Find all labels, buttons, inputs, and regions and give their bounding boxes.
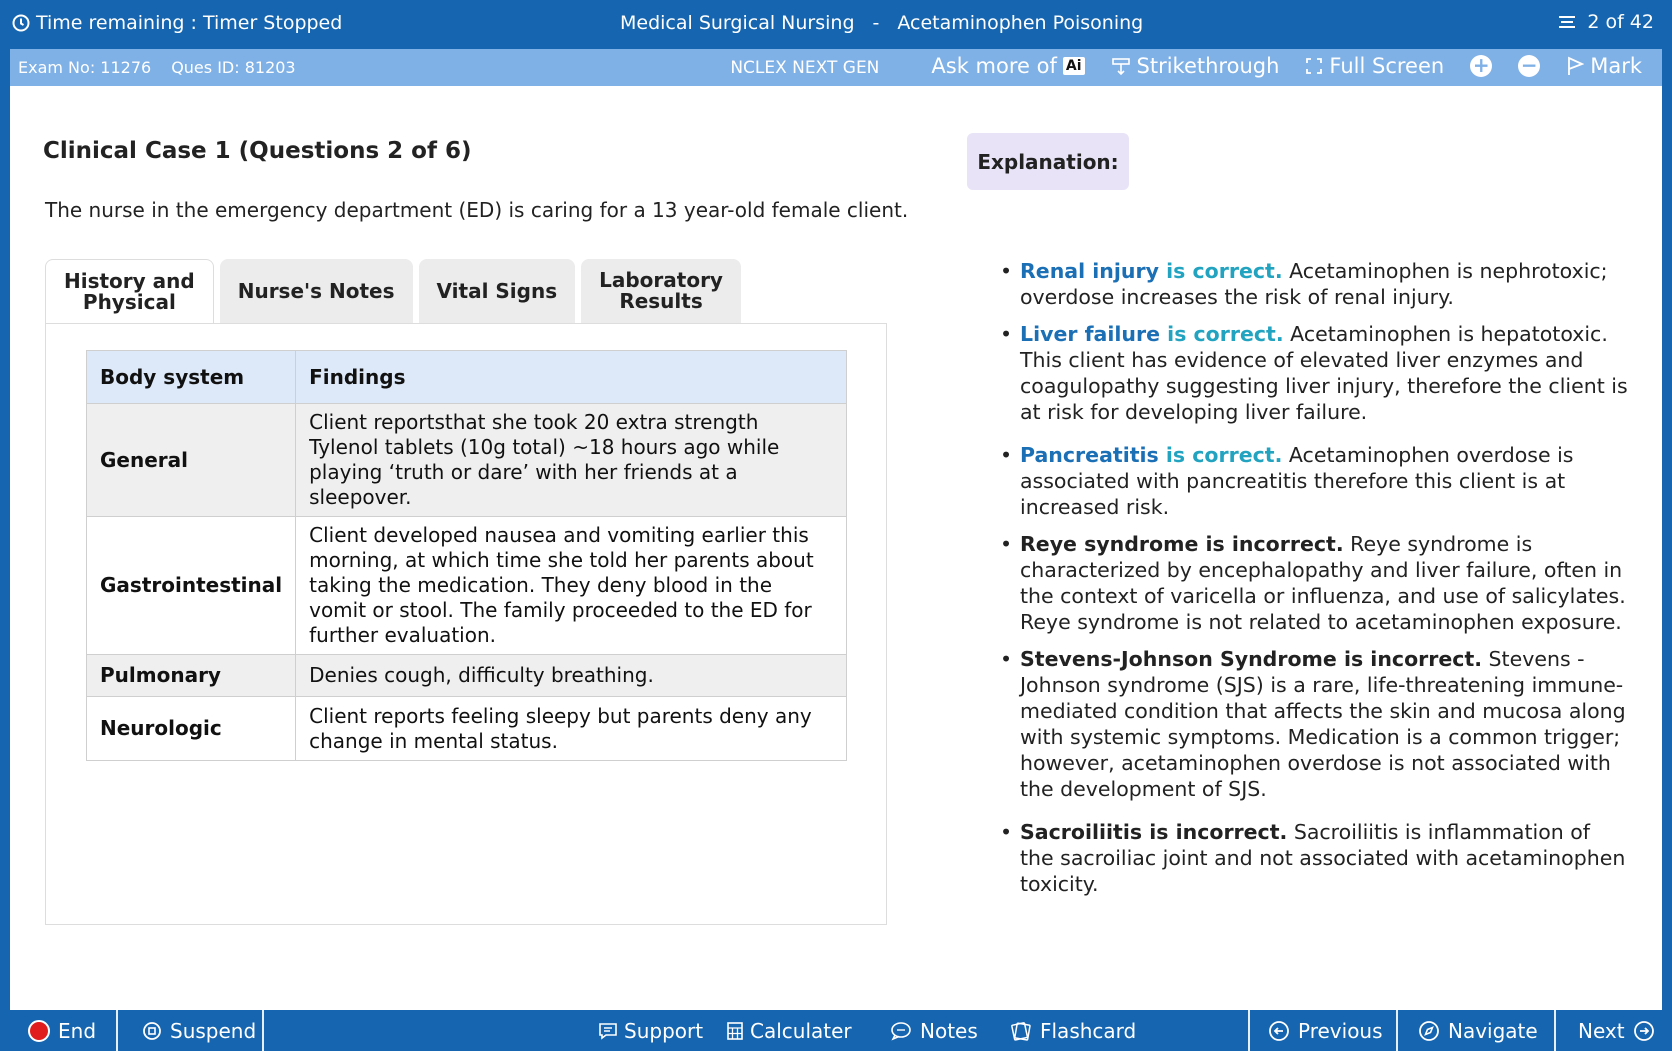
end-button[interactable] bbox=[10, 1010, 114, 1051]
body-system-cell: Pulmonary bbox=[87, 655, 296, 697]
option-term: Stevens-Johnson Syndrome is incorrect. bbox=[1020, 647, 1483, 671]
question-counter bbox=[1557, 11, 1654, 33]
flashcard-label: Flashcard bbox=[1040, 1018, 1137, 1043]
case-title: Clinical Case 1 (Questions 2 of 6) bbox=[43, 138, 472, 164]
tab-label: Nurse's Notes bbox=[237, 278, 395, 303]
body-system-cell: General bbox=[87, 404, 296, 517]
list-item bbox=[990, 531, 1630, 635]
mark-button[interactable] bbox=[1566, 54, 1642, 78]
option-verdict: is correct. bbox=[1158, 443, 1283, 467]
tab-laboratory-results[interactable] bbox=[581, 259, 741, 323]
stop-icon bbox=[28, 1020, 50, 1042]
strikethrough-icon bbox=[1111, 56, 1131, 76]
tab-label-line1: History and bbox=[64, 269, 195, 293]
navigate-button[interactable] bbox=[1400, 1010, 1556, 1051]
sub-bar bbox=[10, 49, 1662, 86]
table-row bbox=[87, 517, 847, 655]
flashcard-button[interactable] bbox=[990, 1010, 1154, 1051]
main-content bbox=[10, 86, 1662, 1010]
list-icon bbox=[1557, 14, 1577, 30]
body-system-cell: Gastrointestinal bbox=[87, 517, 296, 655]
top-bar bbox=[0, 0, 1672, 49]
previous-label: Previous bbox=[1298, 1018, 1383, 1043]
exam-title bbox=[620, 12, 1143, 34]
option-rationale: Sacroiliitis is inflammation of the sacroiliac joint and not associated with acetaminophen toxicity. bbox=[1020, 820, 1626, 896]
list-item bbox=[990, 258, 1630, 310]
list-item bbox=[990, 819, 1630, 897]
option-verdict: is correct. bbox=[1160, 322, 1284, 346]
explanation-badge: Explanation: bbox=[967, 133, 1129, 190]
mark-label: Mark bbox=[1590, 54, 1642, 78]
finding-cell: Denies cough, difficulty breathing. bbox=[296, 655, 847, 697]
option-rationale: Acetaminophen overdose is associated with pancreatitis therefore this client is at increased risk. bbox=[1020, 443, 1574, 519]
fullscreen-icon bbox=[1305, 57, 1323, 75]
column-header: Body system bbox=[87, 351, 296, 404]
arrow-left-circle-icon bbox=[1268, 1020, 1290, 1042]
column-header: Findings bbox=[296, 351, 847, 404]
option-rationale: Acetaminophen is hepatotoxic. This client has evidence of elevated liver enzymes and coagulopathy suggesting liver injury, therefore the client is at risk for developing liver failure. bbox=[1020, 322, 1628, 424]
notes-label: Notes bbox=[920, 1018, 978, 1043]
explanation-list bbox=[990, 258, 1630, 908]
ask-more-label: Ask more of bbox=[931, 54, 1057, 78]
fullscreen-label: Full Screen bbox=[1329, 54, 1445, 78]
finding-cell: Client reportsthat she took 20 extra strength Tylenol tablets (10g total) ~18 hours ago while playing ‘truth or dare’ with her friends at a sleepover. bbox=[296, 404, 847, 517]
timer-text: Time remaining : Timer Stopped bbox=[36, 12, 343, 34]
notes-button[interactable] bbox=[872, 1010, 996, 1051]
subject-label: Medical Surgical Nursing bbox=[620, 12, 855, 34]
tab-label-line1: Laboratory bbox=[599, 268, 723, 292]
table-row bbox=[87, 404, 847, 517]
flashcard-icon bbox=[1008, 1021, 1032, 1041]
body-system-cell: Neurologic bbox=[87, 697, 296, 761]
option-term: Reye syndrome is incorrect. bbox=[1020, 532, 1344, 556]
ask-ai-button[interactable] bbox=[931, 54, 1084, 78]
option-term: Pancreatitis bbox=[1020, 443, 1159, 467]
list-item bbox=[990, 442, 1630, 520]
option-rationale: Stevens - Johnson syndrome (SJS) is a rare, life-threatening immune-mediated condition that affects the skin and mucosa along with systemic symptoms. Medication is a common trigger; however, acetaminophen overdose is not associated with the development of SJS. bbox=[1020, 647, 1626, 801]
option-verdict: is correct. bbox=[1159, 259, 1283, 283]
suspend-button[interactable] bbox=[124, 1010, 274, 1051]
title-separator: - bbox=[872, 12, 880, 34]
tab-panel bbox=[45, 323, 887, 925]
strikethrough-label: Strikethrough bbox=[1136, 54, 1280, 78]
finding-cell: Client reports feeling sleepy but parents deny any change in mental status. bbox=[296, 697, 847, 761]
calculator-button[interactable] bbox=[708, 1010, 870, 1051]
previous-button[interactable] bbox=[1250, 1010, 1401, 1051]
speech-bubble-icon bbox=[890, 1021, 912, 1041]
option-term: Sacroiliitis is incorrect. bbox=[1020, 820, 1288, 844]
tab-label-line2: Results bbox=[619, 289, 703, 313]
zoom-out-icon[interactable]: − bbox=[1518, 55, 1540, 77]
clock-icon bbox=[12, 14, 30, 32]
table-row bbox=[87, 655, 847, 697]
tab-label: Vital Signs bbox=[436, 278, 558, 303]
table-header-row bbox=[87, 351, 847, 404]
tab-vital-signs[interactable] bbox=[419, 259, 576, 323]
suspend-label: Suspend bbox=[170, 1018, 257, 1043]
zoom-in-icon[interactable]: + bbox=[1470, 55, 1492, 77]
tab-nurses-notes[interactable] bbox=[220, 259, 413, 323]
findings-table bbox=[86, 350, 847, 761]
arrow-right-circle-icon bbox=[1633, 1020, 1655, 1042]
finding-cell: Client developed nausea and vomiting earlier this morning, at which time she told her parents about taking the medication. They deny blood in the vomit or stool. The family proceeded to the ED for further evaluation. bbox=[296, 517, 847, 655]
pause-icon bbox=[142, 1021, 162, 1041]
table-row bbox=[87, 697, 847, 761]
toolbar bbox=[730, 54, 1642, 78]
calculator-label: Calculater bbox=[750, 1018, 852, 1043]
footer-divider bbox=[1554, 1010, 1556, 1051]
exam-ids bbox=[18, 58, 296, 77]
next-button[interactable] bbox=[1560, 1010, 1672, 1051]
flag-icon bbox=[1566, 56, 1584, 76]
option-rationale: Reye syndrome is characterized by encephalopathy and liver failure, often in the context of varicella or influenza, and use of salicylates. Reye syndrome is not related to acetaminophen exposure. bbox=[1020, 532, 1626, 634]
timer bbox=[12, 12, 342, 34]
question-id: Ques ID: 81203 bbox=[171, 58, 296, 77]
next-label: Next bbox=[1578, 1018, 1625, 1043]
footer-divider bbox=[1396, 1010, 1398, 1051]
footer-divider bbox=[116, 1010, 118, 1051]
counter-text: 2 of 42 bbox=[1587, 11, 1654, 33]
fullscreen-button[interactable] bbox=[1305, 54, 1444, 78]
calculator-icon bbox=[726, 1021, 744, 1041]
exam-number: Exam No: 11276 bbox=[18, 58, 152, 77]
topic-label: Acetaminophen Poisoning bbox=[897, 12, 1144, 34]
option-term: Liver failure bbox=[1020, 322, 1161, 346]
case-intro: The nurse in the emergency department (ED) is caring for a 13 year-old female client. bbox=[45, 198, 909, 222]
ai-icon: Ai bbox=[1063, 57, 1085, 75]
tab-history-physical[interactable] bbox=[45, 259, 214, 324]
end-label: End bbox=[58, 1018, 97, 1043]
strikethrough-button[interactable] bbox=[1111, 54, 1280, 78]
list-item bbox=[990, 321, 1630, 425]
footer-divider bbox=[262, 1010, 264, 1051]
list-item bbox=[990, 646, 1630, 802]
footer-bar bbox=[0, 1010, 1672, 1051]
case-tabs bbox=[45, 259, 741, 324]
navigate-label: Navigate bbox=[1448, 1018, 1538, 1043]
tab-label-line2: Physical bbox=[82, 290, 176, 314]
compass-icon bbox=[1418, 1020, 1440, 1042]
support-label: Support bbox=[624, 1018, 704, 1043]
exam-type: NCLEX NEXT GEN bbox=[730, 58, 880, 78]
option-rationale: Acetaminophen is nephrotoxic; overdose increases the risk of renal injury. bbox=[1020, 259, 1608, 309]
support-button[interactable] bbox=[580, 1010, 721, 1051]
chat-icon bbox=[598, 1021, 618, 1041]
option-term: Renal injury bbox=[1020, 259, 1159, 283]
